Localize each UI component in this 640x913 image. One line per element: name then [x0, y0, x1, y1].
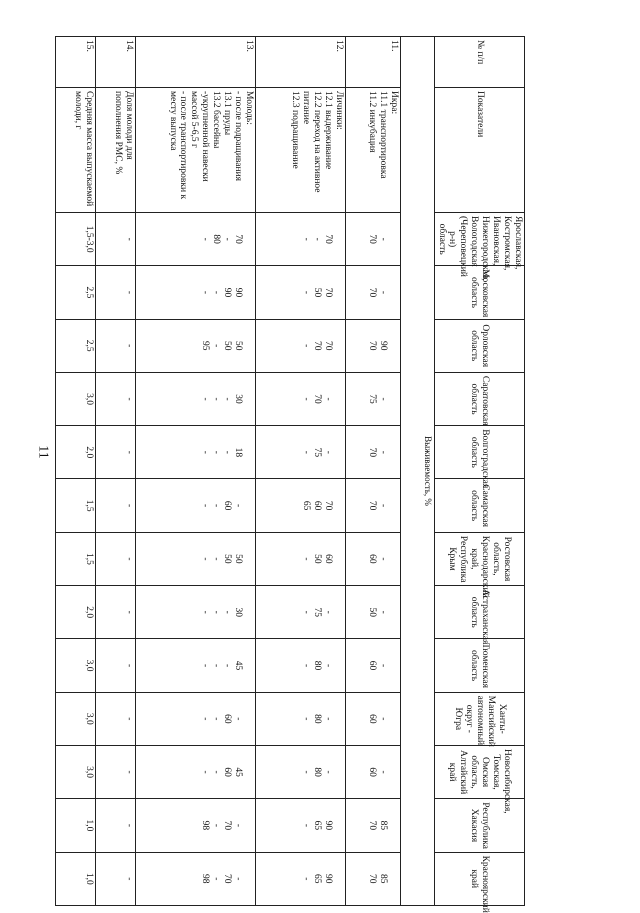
cell-value: 85 70 [346, 852, 401, 905]
row-num: 15. [56, 37, 96, 88]
table-row [96, 37, 136, 906]
header-region: Республика Хакасия [434, 799, 524, 852]
cell-value: 2,0 [56, 586, 96, 639]
cell-value: - 70 - 98 [136, 852, 256, 905]
row-num: 12. [256, 37, 346, 88]
header-region: Астраханская область [434, 586, 524, 639]
header-row [434, 37, 524, 906]
viability-row [401, 37, 435, 906]
row-indicator: Молодь: - после подращивания 13.1 пруды 13.2 бассейны -укрупненной навески массой 5-6,5 г - после транспортировки к месту выпуска [136, 88, 256, 213]
cell-value: 70 60 65 [256, 479, 346, 532]
cell-value: - 75 - [256, 586, 346, 639]
cell-value: 1,0 [56, 852, 96, 905]
fish-survival-table [55, 36, 525, 913]
header-region: Ханты-Мансийский автономный округ - Югра [434, 692, 524, 745]
cell-value: 3,0 [56, 692, 96, 745]
header-region: Самарская область [434, 479, 524, 532]
row-indicator: Средняя масса выпускаемой молоди, г [56, 88, 96, 213]
cell-value: - [96, 745, 136, 798]
cell-value: - 60 - - [136, 479, 256, 532]
cell-value: - 70 - [256, 372, 346, 425]
cell-value: - [96, 586, 136, 639]
cell-value: 3,0 [56, 639, 96, 692]
header-indicators: Показатели [434, 88, 524, 213]
header-region: Красноярский край [434, 852, 524, 905]
header-region: Волгоградская область [434, 426, 524, 479]
cell-value: 60 50 - [256, 532, 346, 585]
cell-value: - [96, 532, 136, 585]
row-indicator: Икра: 11.1 транспортировка 11.2 инкубация [346, 88, 401, 213]
cell-value: 30 - - - [136, 372, 256, 425]
cell-value: - [96, 799, 136, 852]
cell-value: - [96, 426, 136, 479]
cell-value: 1,5-3,0 [56, 213, 96, 266]
cell-value: 90 65 - [256, 799, 346, 852]
row-num: 13. [136, 37, 256, 88]
cell-value: 90 65 - [256, 852, 346, 905]
cell-value: 70 50 - [256, 266, 346, 319]
cell-value: 70 - 80 - [136, 213, 256, 266]
table-row [136, 37, 256, 906]
cell-value: 50 50 - 95 [136, 319, 256, 372]
cell-value: - 50 [346, 586, 401, 639]
header-num: № п/п [434, 37, 524, 88]
page-number: 11 [35, 445, 51, 459]
cell-value: - 60 [346, 532, 401, 585]
row-indicator: Личинки: 12.1 выдерживание 12.2 переход на активное питание 12.3 подращивание [256, 88, 346, 213]
cell-value: - 80 - [256, 692, 346, 745]
header-region: Новосибирская, Томская, Омская область, Алтайский край [434, 745, 524, 798]
row-num: 11. [346, 37, 401, 88]
cell-value: 45 60 - - [136, 745, 256, 798]
cell-value: 18 - - - [136, 426, 256, 479]
cell-value: - 60 [346, 745, 401, 798]
cell-value: 2,0 [56, 426, 96, 479]
cell-value: 70 - - [256, 213, 346, 266]
cell-value: 1,5 [56, 532, 96, 585]
cell-value: - 80 - [256, 745, 346, 798]
cell-value: - [96, 372, 136, 425]
cell-value: - [96, 692, 136, 745]
cell-value: - 70 - 98 [136, 799, 256, 852]
header-region: Саратовская область [434, 372, 524, 425]
cell-value: - [96, 479, 136, 532]
cell-value: - [96, 266, 136, 319]
table-row [346, 37, 401, 906]
header-region: Орловская область [434, 319, 524, 372]
viability-label: Выживаемость, % [401, 37, 435, 906]
cell-value: - [96, 852, 136, 905]
cell-value: - 60 - - [136, 692, 256, 745]
cell-value: 3,0 [56, 745, 96, 798]
cell-value: - [96, 319, 136, 372]
cell-value: - 70 [346, 479, 401, 532]
cell-value: - 70 [346, 426, 401, 479]
header-region: Ростовская область, Краснодарский край, Республика Крым [434, 532, 524, 585]
cell-value: - [96, 213, 136, 266]
cell-value: 50 50 - - [136, 532, 256, 585]
table-row [256, 37, 346, 906]
cell-value: - 75 [346, 372, 401, 425]
header-region: Московская область [434, 266, 524, 319]
cell-value: 2,5 [56, 319, 96, 372]
cell-value: - 70 [346, 213, 401, 266]
header-region: Ярославская, Костромская, Ивановская, Нижегородская, Вологодская (Череповецкий р-н) область [434, 213, 524, 266]
cell-value: - 60 [346, 692, 401, 745]
cell-value: - 70 [346, 266, 401, 319]
cell-value: 1,0 [56, 799, 96, 852]
cell-value: - 60 [346, 639, 401, 692]
cell-value: - 80 - [256, 639, 346, 692]
rotated-table-container [55, 36, 525, 913]
cell-value: - 75 - [256, 426, 346, 479]
cell-value: 2,5 [56, 266, 96, 319]
table-row [56, 37, 96, 906]
cell-value: 90 70 [346, 319, 401, 372]
cell-value: 70 70 - [256, 319, 346, 372]
header-region: Тюменская область [434, 639, 524, 692]
cell-value: 30 - - - [136, 586, 256, 639]
cell-value: 85 70 [346, 799, 401, 852]
row-num: 14. [96, 37, 136, 88]
cell-value: - [96, 639, 136, 692]
cell-value: 1,5 [56, 479, 96, 532]
row-indicator: Доля молоди для пополнения РМС, % [96, 88, 136, 213]
cell-value: 45 - - - [136, 639, 256, 692]
cell-value: 3,0 [56, 372, 96, 425]
cell-value: 90 90 - - [136, 266, 256, 319]
